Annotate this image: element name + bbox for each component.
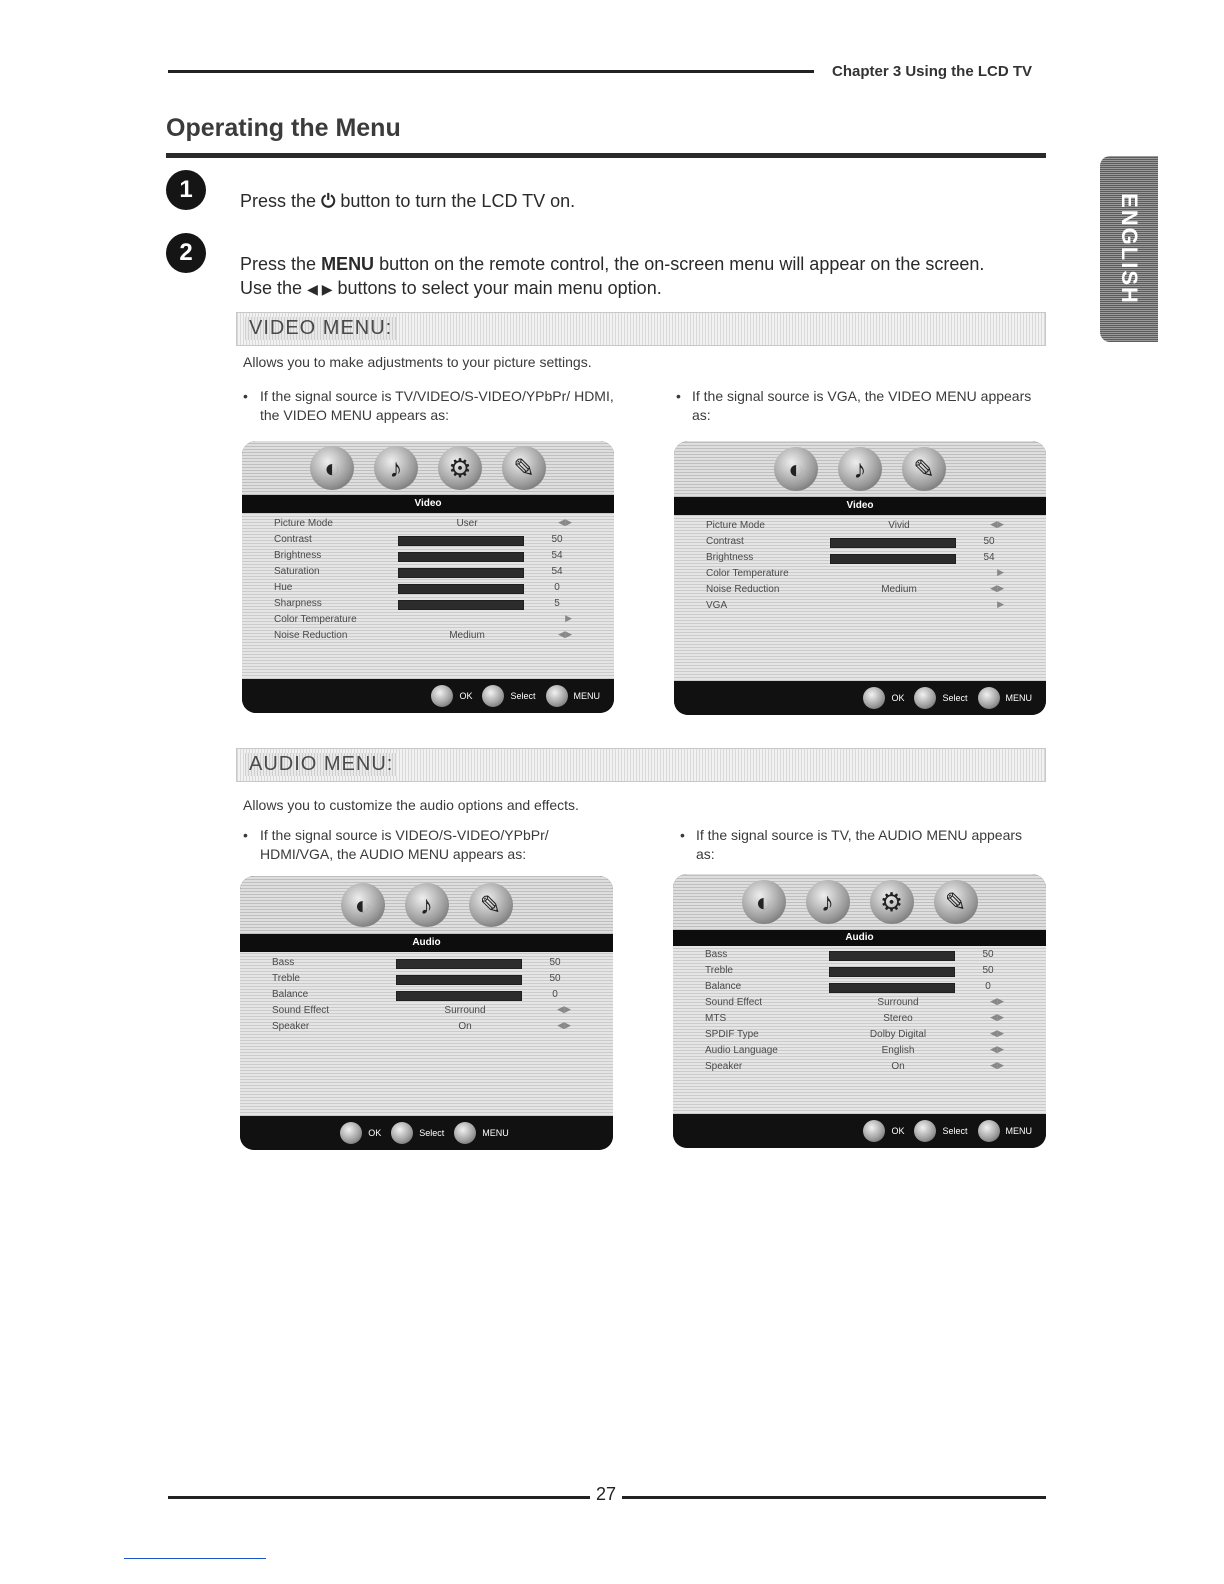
osd-row-brightness: [242, 549, 614, 564]
step-1-badge: 1: [166, 170, 206, 210]
tools-icon: ✎: [902, 447, 946, 491]
osd-slider-fill: [399, 537, 523, 545]
audio-right-note: If the signal source is TV, the AUDIO MENU appears as:: [696, 827, 1023, 862]
osd-ok-label: OK: [891, 1126, 905, 1136]
sound-icon: ♪: [405, 883, 449, 927]
osd-menu-label: MENU: [1005, 1126, 1032, 1136]
osd-slider-fill: [830, 984, 954, 992]
osd-slider: [829, 983, 955, 993]
osd-label: Bass: [705, 949, 728, 960]
osd-slider: [830, 554, 956, 564]
language-tab-label: ENGLISH: [1117, 193, 1143, 305]
osd-value: 0: [985, 981, 991, 992]
picture-icon: ◐: [774, 447, 818, 491]
step-2-after: buttons to select your main menu option.: [337, 278, 662, 298]
osd-label: Saturation: [274, 566, 320, 577]
osd-ok-label: OK: [891, 693, 905, 703]
osd-menu-label: MENU: [1005, 693, 1032, 703]
step-1-text: [240, 189, 575, 213]
osd-row-picture-mode: [242, 517, 614, 532]
osd-label: Brightness: [706, 552, 754, 563]
osd-row-audio-language: [673, 1044, 1046, 1059]
osd-menu-label: MENU: [573, 691, 600, 701]
osd-menu-label: MENU: [482, 1128, 509, 1138]
left-right-arrows-icon: ◀▶: [557, 1004, 571, 1014]
osd-slider: [830, 538, 956, 548]
tools-icon: ✎: [469, 883, 513, 927]
ok-button-icon: [863, 687, 885, 709]
video-caption: Allows you to make adjustments to your picture settings.: [243, 354, 592, 370]
sound-icon: ♪: [838, 447, 882, 491]
osd-icon-bar: [240, 876, 613, 934]
osd-row-picture-mode: [674, 519, 1046, 534]
osd-option: Dolby Digital: [869, 1029, 927, 1040]
setup-icon: ⚙: [438, 446, 482, 490]
osd-row-speaker: [673, 1060, 1046, 1075]
osd-slider: [829, 951, 955, 961]
select-button-icon: [391, 1122, 413, 1144]
select-button-icon: [482, 685, 504, 707]
osd-slider-fill: [397, 960, 521, 968]
sound-icon: ♪: [374, 446, 418, 490]
osd-option: Medium: [881, 584, 917, 595]
osd-row-brightness: [674, 551, 1046, 566]
osd-select-label: Select: [510, 691, 536, 701]
tools-icon: ✎: [502, 446, 546, 490]
footer-rule-left: [168, 1496, 590, 1499]
osd-slider-fill: [399, 601, 523, 609]
osd-icon-bar: [673, 874, 1046, 930]
left-right-arrows-icon: ◀▶: [990, 1012, 1004, 1022]
osd-option: Surround: [877, 997, 919, 1008]
osd-label: MTS: [705, 1013, 727, 1024]
video-menu-bar: [236, 312, 1046, 346]
osd-row-contrast: [674, 535, 1046, 550]
language-tab: [1100, 156, 1158, 342]
osd-label: Noise Reduction: [274, 630, 348, 641]
right-arrow-icon: ▶: [565, 613, 572, 623]
osd-header: Audio: [673, 930, 1046, 946]
osd-label: Sound Effect: [705, 997, 763, 1008]
step-2-badge: 2: [166, 233, 206, 273]
osd-header: Video: [242, 495, 614, 513]
video-osd-tv: [242, 441, 614, 713]
left-right-arrows-icon: ◀▶: [990, 1060, 1004, 1070]
ok-button-icon: [863, 1120, 885, 1142]
osd-value: 50: [983, 536, 995, 547]
left-right-arrows-icon: ◀▶: [558, 517, 572, 527]
video-left-note: If the signal source is TV/VIDEO/S-VIDEO/YPbPr/ HDMI, the VIDEO MENU appears as:: [260, 388, 614, 423]
osd-value: 50: [982, 949, 994, 960]
osd-label: SPDIF Type: [705, 1029, 759, 1040]
osd-option: User: [456, 518, 478, 529]
osd-label: Contrast: [274, 534, 312, 545]
osd-option: On: [458, 1021, 472, 1032]
osd-slider: [398, 600, 524, 610]
audio-left-bullet: •: [243, 827, 248, 843]
osd-row-speaker: [240, 1020, 613, 1035]
osd-slider-fill: [831, 555, 955, 563]
left-right-arrows-icon: ◀▶: [990, 1044, 1004, 1054]
osd-body: [240, 952, 613, 1116]
osd-row-contrast: [242, 533, 614, 548]
osd-row-treble: [673, 964, 1046, 979]
osd-label: Treble: [705, 965, 733, 976]
page-number: 27: [596, 1484, 617, 1504]
audio-caption: Allows you to customize the audio options and effects.: [243, 797, 579, 813]
osd-slider-fill: [831, 539, 955, 547]
select-button-icon: [914, 687, 936, 709]
osd-body: [242, 513, 614, 679]
osd-value: 50: [551, 534, 563, 545]
osd-label: Color Temperature: [274, 614, 357, 625]
osd-body: [674, 515, 1046, 681]
osd-row-bass: [240, 956, 613, 971]
audio-left-note: If the signal source is VIDEO/S-VIDEO/YPbPr/ HDMI/VGA, the AUDIO MENU appears as:: [260, 827, 549, 862]
osd-icon-bar: [674, 441, 1046, 497]
audio-menu-heading: AUDIO MENU:: [245, 753, 397, 776]
link-underline: [124, 1558, 266, 1559]
osd-value: 0: [554, 582, 560, 593]
picture-icon: ◐: [742, 880, 786, 924]
osd-slider: [398, 552, 524, 562]
osd-label: Balance: [272, 989, 309, 1000]
osd-option: Surround: [444, 1005, 486, 1016]
step-1-before: Press the: [240, 191, 317, 211]
setup-icon: ⚙: [870, 880, 914, 924]
osd-icon-bar: [242, 441, 614, 495]
osd-option: Vivid: [888, 520, 910, 531]
picture-icon: ◐: [310, 446, 354, 490]
select-button-icon: [914, 1120, 936, 1142]
osd-value: 50: [982, 965, 994, 976]
osd-label: Treble: [272, 973, 300, 984]
menu-button-icon: [978, 687, 1000, 709]
osd-value: 50: [549, 973, 561, 984]
osd-slider-fill: [397, 976, 521, 984]
left-right-arrows-icon: ◀▶: [990, 996, 1004, 1006]
osd-slider-fill: [830, 968, 954, 976]
osd-label: Noise Reduction: [706, 584, 780, 595]
left-right-arrows-icon: ◀▶: [990, 583, 1004, 593]
footer-rule-right: [622, 1496, 1046, 1499]
osd-slider: [398, 584, 524, 594]
osd-option: On: [891, 1061, 905, 1072]
osd-value: 54: [551, 550, 563, 561]
left-right-arrows-icon: ◀▶: [557, 1020, 571, 1030]
osd-row-hue: [242, 581, 614, 596]
osd-slider-fill: [830, 952, 954, 960]
osd-option: Stereo: [883, 1013, 913, 1024]
power-icon: ⏻: [321, 191, 336, 211]
osd-value: 54: [983, 552, 995, 563]
osd-label: Contrast: [706, 536, 744, 547]
osd-header: Audio: [240, 934, 613, 952]
osd-slider: [398, 568, 524, 578]
osd-slider-fill: [397, 992, 521, 1000]
osd-value: 54: [551, 566, 563, 577]
osd-row-balance: [673, 980, 1046, 995]
left-right-arrows-icon: ◀ ▶: [307, 281, 333, 297]
left-right-arrows-icon: ◀▶: [558, 629, 572, 639]
menu-button-icon: [454, 1122, 476, 1144]
osd-label: Hue: [274, 582, 293, 593]
osd-slider: [398, 536, 524, 546]
left-right-arrows-icon: ◀▶: [990, 519, 1004, 529]
audio-osd-tv: [673, 874, 1046, 1148]
osd-row-bass: [673, 948, 1046, 963]
osd-slider: [396, 975, 522, 985]
osd-row-sharpness: [242, 597, 614, 612]
osd-select-label: Select: [942, 1126, 968, 1136]
audio-right-bullet: •: [680, 827, 685, 843]
osd-footer: [673, 1114, 1046, 1148]
osd-row-noise-reduction: [674, 583, 1046, 598]
osd-ok-label: OK: [368, 1128, 382, 1138]
video-right-bullet: •: [676, 388, 681, 404]
osd-select-label: Select: [419, 1128, 445, 1138]
osd-option: Medium: [449, 630, 485, 641]
osd-label: Color Temperature: [706, 568, 789, 579]
osd-label: Brightness: [274, 550, 322, 561]
right-arrow-icon: ▶: [997, 599, 1004, 609]
osd-label: Speaker: [272, 1021, 310, 1032]
step-1-after: button to turn the LCD TV on.: [340, 191, 576, 211]
osd-row-vga: [674, 599, 1046, 614]
osd-label: Sound Effect: [272, 1005, 330, 1016]
osd-header: Video: [674, 497, 1046, 515]
menu-keyword: MENU: [321, 254, 375, 274]
osd-row-color-temperature: [242, 613, 614, 628]
tools-icon: ✎: [934, 880, 978, 924]
osd-row-mts: [673, 1012, 1046, 1027]
osd-row-balance: [240, 988, 613, 1003]
osd-slider: [829, 967, 955, 977]
page-title: Operating the Menu: [166, 114, 401, 142]
osd-slider: [396, 959, 522, 969]
osd-row-sound-effect: [240, 1004, 613, 1019]
osd-row-treble: [240, 972, 613, 987]
title-rule: [166, 153, 1046, 158]
osd-ok-label: OK: [459, 691, 473, 701]
video-menu-heading: VIDEO MENU:: [245, 317, 396, 340]
osd-row-sound-effect: [673, 996, 1046, 1011]
osd-value: 50: [549, 957, 561, 968]
osd-row-spdif-type: [673, 1028, 1046, 1043]
step-2-text: [240, 252, 1010, 301]
osd-footer: [240, 1116, 613, 1150]
right-arrow-icon: ▶: [997, 567, 1004, 577]
osd-body: [673, 946, 1046, 1114]
picture-icon: ◐: [341, 883, 385, 927]
osd-label: Picture Mode: [706, 520, 765, 531]
ok-button-icon: [340, 1122, 362, 1144]
osd-label: Bass: [272, 957, 295, 968]
osd-value: 5: [554, 598, 560, 609]
step-2-before: Press the: [240, 254, 317, 274]
osd-label: Picture Mode: [274, 518, 333, 529]
osd-footer: [674, 681, 1046, 715]
chapter-heading: Chapter 3 Using the LCD TV: [832, 63, 1033, 80]
osd-slider: [396, 991, 522, 1001]
osd-label: Speaker: [705, 1061, 743, 1072]
ok-button-icon: [431, 685, 453, 707]
step-2-middle: button on the remote control, the on-screen menu will appear on the screen. Use the: [240, 254, 985, 298]
osd-row-noise-reduction: [242, 629, 614, 644]
osd-footer: [242, 679, 614, 713]
audio-menu-bar: [236, 748, 1046, 782]
menu-button-icon: [546, 685, 568, 707]
osd-value: 0: [552, 989, 558, 1000]
menu-button-icon: [978, 1120, 1000, 1142]
osd-slider-fill: [399, 569, 523, 577]
sound-icon: ♪: [806, 880, 850, 924]
osd-slider-fill: [399, 585, 523, 593]
osd-slider-fill: [399, 553, 523, 561]
video-right-note: If the signal source is VGA, the VIDEO MENU appears as:: [692, 388, 1032, 423]
osd-label: VGA: [706, 600, 728, 611]
osd-label: Balance: [705, 981, 742, 992]
osd-label: Audio Language: [705, 1045, 778, 1056]
osd-row-color-temperature: [674, 567, 1046, 582]
video-osd-vga: [674, 441, 1046, 715]
osd-select-label: Select: [942, 693, 968, 703]
left-right-arrows-icon: ◀▶: [990, 1028, 1004, 1038]
header-rule: [168, 70, 814, 73]
osd-option: English: [881, 1045, 915, 1056]
osd-label: Sharpness: [274, 598, 322, 609]
audio-osd-video: [240, 876, 613, 1150]
osd-row-saturation: [242, 565, 614, 580]
video-left-bullet: •: [243, 388, 248, 404]
